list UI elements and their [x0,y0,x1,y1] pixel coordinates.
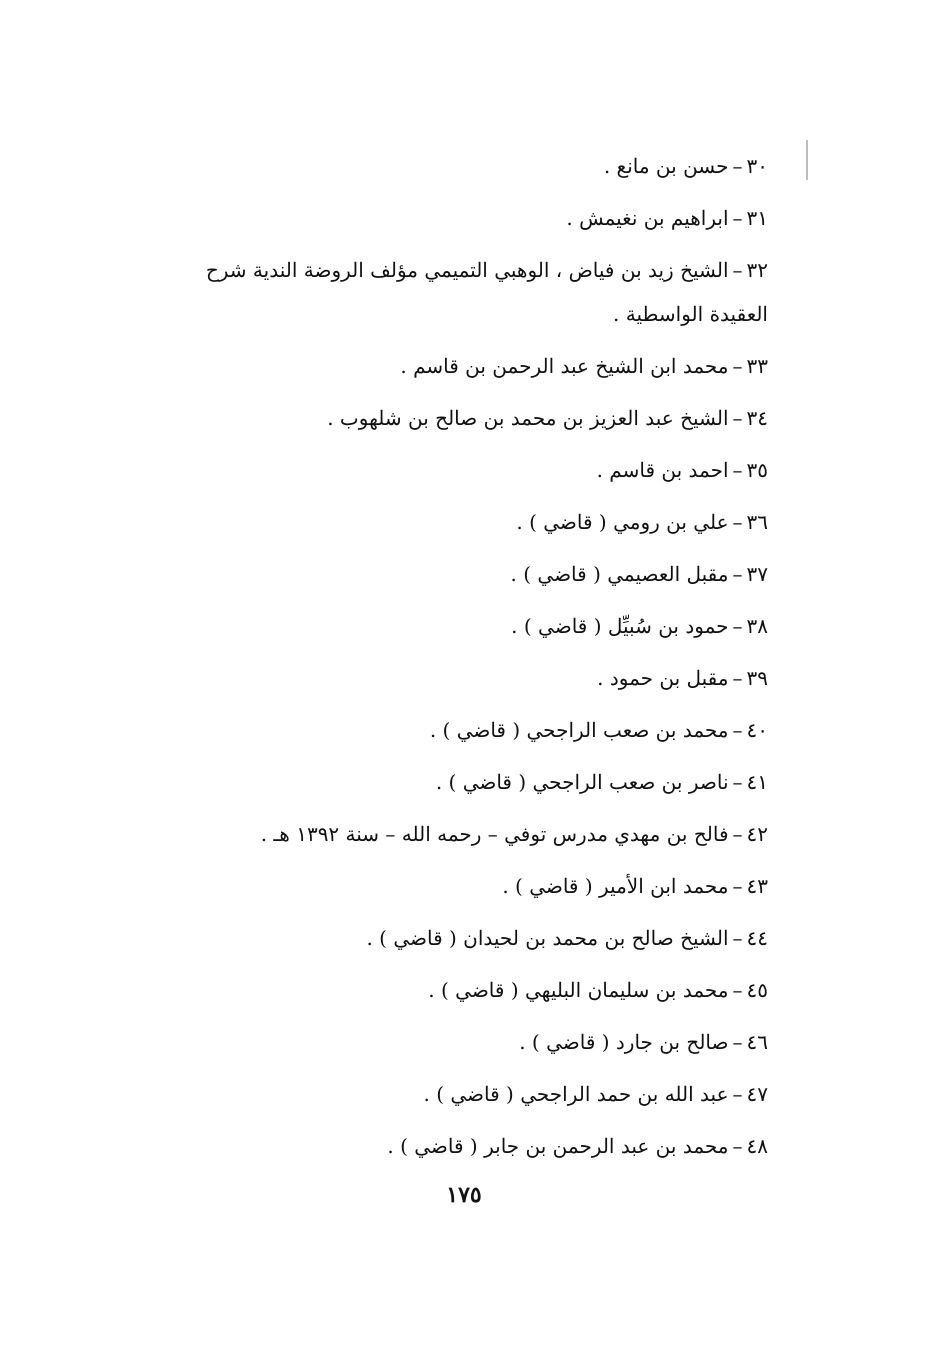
entry-separator: – [732,666,743,690]
entry-number: ٤٢ [746,822,768,846]
entry-text: ابراهيم بن نغيمش . [566,206,729,230]
entry-number: ٣٢ [746,258,768,282]
list-item [8,808,768,860]
list-item [8,392,768,444]
list-item [8,140,768,192]
entry-number: ٣١ [746,206,768,230]
entry-number: ٤٨ [746,1134,768,1158]
entry-text: مقبل العصيمي ( قاضي ) . [510,562,729,586]
list-item [8,496,768,548]
entry-separator: – [732,822,743,846]
entry-text: الشيخ صالح بن محمد بن لحيدان ( قاضي ) . [366,926,729,950]
entry-separator: – [732,154,743,178]
entry-text: محمد بن صعب الراجحي ( قاضي ) . [429,718,729,742]
page-number: ١٧٥ [446,1182,482,1208]
entry-separator: – [732,770,743,794]
entry-number: ٤٦ [746,1030,768,1054]
entry-separator: – [732,874,743,898]
entry-text: ناصر بن صعب الراجحي ( قاضي ) . [435,770,729,794]
entry-number: ٣٤ [746,406,768,430]
entry-separator: – [732,562,743,586]
list-item [8,964,768,1016]
entry-separator: – [732,206,743,230]
entry-separator: – [732,406,743,430]
scan-edge-mark [806,140,808,180]
list-item [8,756,768,808]
entry-number: ٤٠ [746,718,768,742]
entry-number: ٤١ [746,770,768,794]
entry-text: علي بن رومي ( قاضي ) . [516,510,729,534]
list-item [8,912,768,964]
entry-text: الشيخ عبد العزيز بن محمد بن صالح بن شلهوب . [327,406,729,430]
list-item [8,444,768,496]
entry-separator: – [732,926,743,950]
entry-text: مقبل بن حمود . [597,666,729,690]
entry-text: صالح بن جارد ( قاضي ) . [519,1030,729,1054]
entry-text: حسن بن مانع . [603,154,729,178]
entry-number: ٣٩ [746,666,768,690]
entry-text: محمد بن سليمان البليهي ( قاضي ) . [428,978,729,1002]
entry-separator: – [732,614,743,638]
entry-separator: – [732,458,743,482]
entry-number: ٣٦ [746,510,768,534]
entry-text: الشيخ زيد بن فياض ، الوهبي التميمي مؤلف الروضة الندية شرح العقيدة الواسطية . [205,258,768,326]
list-item [8,192,768,244]
entry-text: احمد بن قاسم . [596,458,729,482]
entry-text: محمد ابن الشيخ عبد الرحمن بن قاسم . [400,354,729,378]
list-item [8,1068,768,1120]
entry-separator: – [732,718,743,742]
list-item [8,652,768,704]
list-item [8,340,768,392]
entry-number: ٣٥ [746,458,768,482]
list-item [8,1120,768,1172]
entry-text: محمد بن عبد الرحمن بن جابر ( قاضي ) . [387,1134,729,1158]
entry-number: ٤٧ [746,1082,768,1106]
entry-separator: – [732,354,743,378]
entry-text: فالح بن مهدي مدرس توفي – رحمه الله – سنة ١٣٩٢ هـ . [260,822,729,846]
list-item [8,860,768,912]
entry-separator: – [732,1082,743,1106]
entry-separator: – [732,978,743,1002]
entry-number: ٤٥ [746,978,768,1002]
entry-text: عبد الله بن حمد الراجحي ( قاضي ) . [423,1082,729,1106]
entry-separator: – [732,258,743,282]
entry-text: محمد ابن الأمير ( قاضي ) . [502,874,729,898]
list-item [8,548,768,600]
entry-number: ٤٤ [746,926,768,950]
list-item [158,244,768,340]
entry-separator: – [732,1030,743,1054]
entry-number: ٣٣ [746,354,768,378]
entry-list [8,140,768,1172]
list-item [8,1016,768,1068]
entry-separator: – [732,1134,743,1158]
entry-separator: – [732,510,743,534]
list-item [8,704,768,756]
entry-number: ٣٠ [746,154,768,178]
entry-number: ٣٧ [746,562,768,586]
entry-number: ٣٨ [746,614,768,638]
entry-number: ٤٣ [746,874,768,898]
list-item [8,600,768,652]
entry-text: حمود بن سُبيِّل ( قاضي ) . [511,614,729,638]
